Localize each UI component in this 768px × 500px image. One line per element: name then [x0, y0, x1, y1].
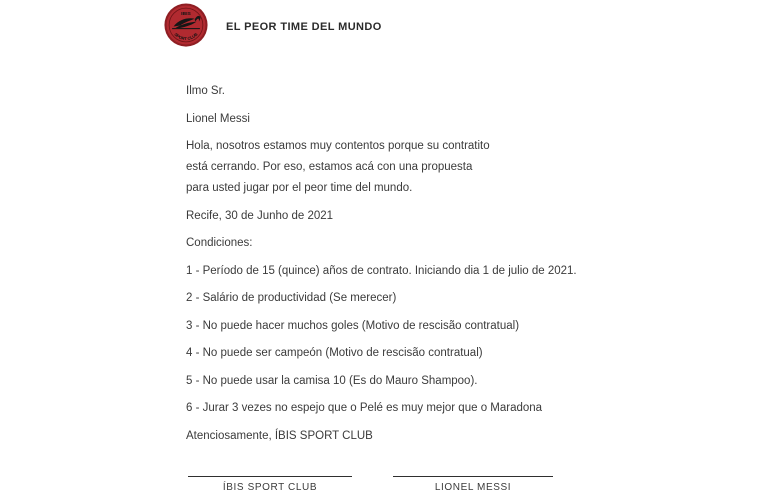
closing: Atenciosamente, ÍBIS SPORT CLUB — [186, 429, 373, 442]
letterhead — [0, 0, 768, 56]
intro-paragraph — [186, 136, 626, 199]
signature-club-label: ÍBIS SPORT CLUB — [222, 482, 318, 493]
intro-line: Hola, nosotros estamos muy contentos porque su contratito — [186, 140, 490, 152]
signature-club — [188, 476, 352, 493]
logo-top-text: IBIS — [181, 10, 191, 17]
condition-item-2: 2 - Salário de productividad (Se merecer) — [186, 292, 397, 304]
condition-item-3: 3 - No puede hacer muchos goles (Motivo de rescisão contratual) — [186, 319, 520, 332]
intro-line: está cerrando. Por eso, estamos acá con una propuesta — [186, 161, 473, 173]
condition-item-1: 1 - Período de 15 (quince) años de contrato. Iniciando dia 1 de julio de 2021. — [186, 264, 577, 277]
dateline: Recife, 30 de Junho de 2021 — [186, 209, 334, 222]
letterhead-title: EL PEOR TIME DEL MUNDO — [226, 21, 382, 33]
ibis-club-logo — [163, 2, 209, 48]
condition-item-4: 4 - No puede ser campeón (Motivo de rescisão contratual) — [186, 347, 483, 359]
condition-item-5: 5 - No puede usar la camisa 10 (Es do Mauro Shampoo). — [186, 374, 478, 387]
conditions-label: Condiciones: — [186, 237, 253, 249]
signature-player — [393, 476, 553, 493]
salutation: Ilmo Sr. — [186, 85, 225, 97]
condition-item-6: 6 - Jurar 3 vezes no espejo que o Pelé es muy mejor que o Maradona — [186, 402, 543, 414]
signature-player-label: LIONEL MESSI — [434, 482, 512, 493]
intro-line: para usted jugar por el peor time del mundo. — [186, 182, 413, 194]
signature-block — [188, 476, 553, 493]
logo-bottom-text: SPORT CLUB — [173, 31, 199, 42]
recipient-name: Lionel Messi — [186, 112, 250, 125]
letter-body — [186, 81, 626, 453]
